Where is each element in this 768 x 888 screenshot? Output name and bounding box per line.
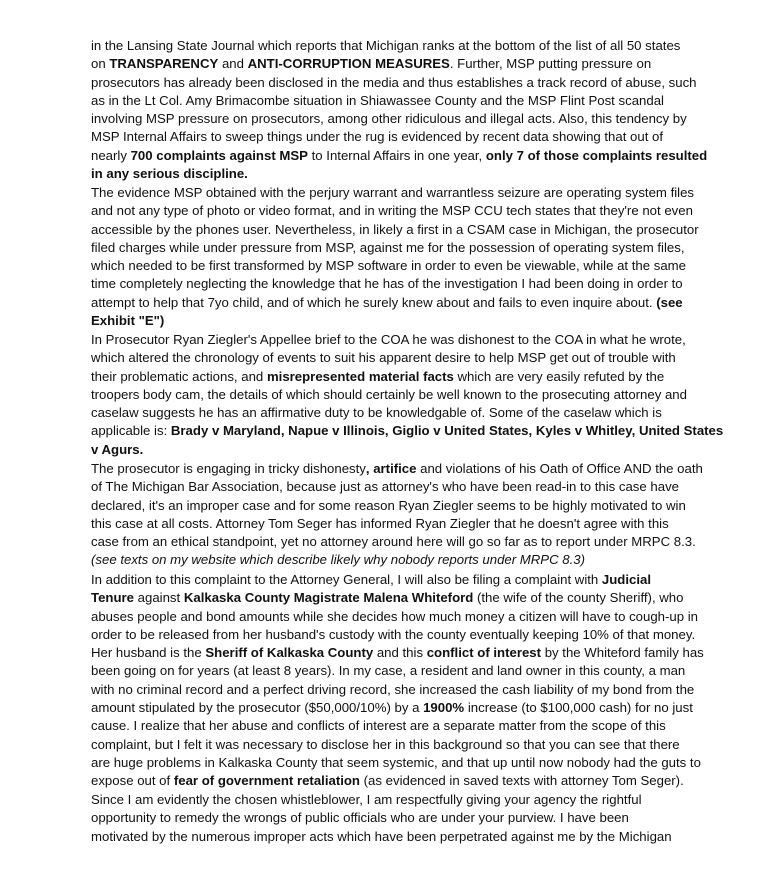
text-line — [91, 74, 697, 92]
text-run: this case at all costs. Attorney Tom Seger has informed Ryan Ziegler that he doesn't agree with this — [91, 515, 669, 531]
bold-text-run: Kalkaska County Magistrate Malena Whiteford — [183, 590, 474, 606]
text-run: expose out of — [91, 773, 174, 789]
text-run: cause. I realize that her abuse and conflicts of interest are a separate matter from the scope of this — [91, 718, 666, 734]
text-run: accessible by the phones user. Nevertheless, in likely a first in a CSAM case in Michigan, the prosecutor — [91, 221, 699, 237]
text-run: are huge problems in Kalkaska County that seem systemic, and that up until now nobody had the guts to — [91, 754, 701, 770]
bold-text-run: fear of government retaliation — [173, 773, 360, 789]
bold-text-run: misrepresented material facts — [266, 368, 454, 384]
text-run: abuses people and bond amounts while she decides how much money a citizen will have to cough-up in — [91, 608, 698, 624]
text-run: and not any type of photo or video format, and in writing the MSP CCU tech states that they're not even — [91, 203, 693, 219]
bold-text-run: Judicial — [601, 572, 652, 587]
text-run: increase (to $100,000 cash) for no just — [464, 700, 693, 716]
text-line — [91, 257, 691, 275]
text-run: which are very easily refuted by the — [453, 368, 665, 384]
text-line — [91, 736, 691, 754]
text-line — [91, 791, 691, 809]
text-run: on — [91, 56, 110, 72]
text-line — [91, 681, 695, 699]
text-run: troopers body cam, the details of which should certainly be well known to the prosecuting attorney and — [91, 386, 687, 402]
text-line — [91, 37, 691, 55]
text-line — [91, 699, 691, 717]
paragraph-appellee-brief — [91, 331, 724, 459]
text-run: which altered the chronology of events to suit his apparent desire to help MSP get out of trouble with — [91, 350, 676, 366]
text-run: in the Lansing State Journal which reports that Michigan ranks at the bottom of the list of all 50 states — [91, 38, 681, 53]
text-run: order to be released from her husband's custody with the county eventually keeping 10% of that money. — [91, 626, 696, 642]
text-line — [91, 497, 691, 515]
text-run: and this — [373, 645, 427, 661]
text-run: which needed to be first transformed by MSP software in order to even be viewable, while at the same — [91, 258, 686, 274]
text-run: amount stipulated by the prosecutor ($50,000/10%) by a — [91, 700, 424, 716]
text-run: their problematic actions, and — [91, 368, 267, 384]
text-line — [91, 349, 691, 367]
paragraph-judicial-tenure-complaint — [91, 571, 704, 791]
text-line — [91, 147, 708, 165]
text-line — [91, 662, 691, 680]
bold-text-run: Exhibit "E") — [91, 313, 165, 329]
text-run: attempt to help that 7yo child, and of which he surely knew about and fails to even inquire about. — [91, 294, 657, 310]
text-line — [91, 754, 701, 772]
text-run: declared, it's an improper case and for some reason Ryan Ziegler seems to be highly motivated to win — [91, 497, 686, 513]
text-run: caselaw suggests he has an affirmative duty to be knowledgable of. Some of the caselaw which is — [91, 405, 662, 421]
text-run: to Internal Affairs in one year, — [307, 147, 486, 163]
text-line — [91, 533, 696, 551]
text-line — [91, 626, 696, 644]
text-run: by the Whiteford family has — [541, 645, 704, 661]
text-run: The evidence MSP obtained with the perjury warrant and warrantless seizure are operating system files — [91, 185, 695, 200]
text-run: The prosecutor is engaging in tricky dishonesty — [91, 461, 366, 476]
text-line — [91, 589, 691, 607]
text-run: been going on for years (at least 8 years). In my case, a resident and land owner in this county, a man — [91, 663, 686, 679]
text-line — [91, 571, 691, 589]
text-run: . Further, MSP putting pressure on — [449, 56, 652, 72]
text-line — [91, 331, 691, 349]
text-run: In Prosecutor Ryan Ziegler's Appellee brief to the COA he was dishonest to the COA in what he wrote, — [91, 332, 686, 347]
text-line — [91, 55, 691, 73]
text-line — [91, 128, 691, 146]
text-run: In addition to this complaint to the Attorney General, I will also be filing a complaint with — [91, 572, 602, 587]
text-line — [91, 368, 691, 386]
bold-text-run: 700 complaints against MSP — [130, 147, 308, 163]
text-run: Her husband is the — [91, 645, 206, 661]
text-run: applicable is: — [91, 423, 171, 439]
text-run: as in the Lt Col. Amy Brimacombe situation in Shiawassee County and the MSP Flint Post scandal — [91, 92, 664, 108]
text-run: (as evidenced in saved texts with attorney Tom Seger). — [360, 773, 684, 789]
text-line — [91, 551, 691, 569]
text-line — [91, 772, 691, 790]
text-line — [91, 221, 699, 239]
text-run: Since I am evidently the chosen whistleblower, I am respectfully giving your agency the rightful — [91, 792, 642, 807]
paragraph-transparency-ranking — [91, 37, 708, 183]
text-run: (the wife of the county Sheriff), who — [473, 590, 684, 606]
text-line — [91, 294, 691, 312]
text-run: filed charges while under pressure from MSP, against me for the possession of operating system files, — [91, 239, 685, 255]
text-line — [91, 239, 691, 257]
text-line — [91, 515, 691, 533]
text-run: case from an ethical standpoint, yet no attorney around here will go so far as to report under MRPC 8.3. — [91, 534, 696, 550]
text-run: with no criminal record and a perfect driving record, she increased the cash liability of my bond from the — [91, 681, 695, 697]
text-line — [91, 608, 698, 626]
text-run: MSP Internal Affairs to sweep things under the rug is evidenced by recent data showing that out of — [91, 129, 664, 145]
text-line — [91, 184, 695, 202]
paragraph-whistleblower — [91, 791, 691, 846]
bold-text-run: Sheriff of Kalkaska County — [205, 645, 374, 661]
bold-text-run: (see — [656, 294, 683, 310]
text-run: and — [218, 56, 248, 72]
text-line — [91, 275, 691, 293]
bold-text-run: only 7 of those complaints resulted — [485, 147, 708, 163]
text-line — [91, 165, 691, 183]
text-run: time completely neglecting the knowledge that he has of the investigation I had been doing in order to — [91, 276, 683, 292]
text-line — [91, 110, 691, 128]
text-line — [91, 717, 691, 735]
text-run: complaint, but I felt it was necessary to disclose her in this background so that you can see that there — [91, 736, 680, 752]
text-line — [91, 828, 691, 846]
italic-text-run: (see texts on my website which describe likely why nobody reports under MRPC 8.3) — [91, 552, 586, 568]
bold-text-run: in any serious discipline. — [91, 166, 248, 182]
bold-text-run: ANTI-CORRUPTION MEASURES — [247, 56, 450, 72]
text-run: nearly — [91, 147, 131, 163]
text-run: and violations of his Oath of Office AND the oath — [416, 461, 703, 476]
bold-text-run: conflict of interest — [426, 645, 542, 661]
text-run: prosecutors has already been disclosed in the media and thus establishes a track record of abuse, such — [91, 74, 697, 90]
text-line — [91, 386, 691, 404]
bold-text-run: , artifice — [365, 461, 417, 476]
text-line — [91, 422, 724, 440]
bold-text-run: 1900% — [423, 700, 465, 716]
text-line — [91, 478, 691, 496]
text-run: opportunity to remedy the wrongs of public officials who are under your purview. I have been — [91, 810, 629, 826]
bold-text-run: v Agurs. — [91, 441, 144, 457]
text-line — [91, 312, 691, 330]
paragraph-prosecutor-dishonesty — [91, 460, 703, 570]
bold-text-run: Brady v Maryland, Napue v Illinois, Giglio v United States, Kyles v Whitley, United States — [170, 423, 724, 439]
bold-text-run: TRANSPARENCY — [109, 56, 219, 72]
text-run: against — [134, 590, 184, 606]
text-line — [91, 92, 691, 110]
text-line — [91, 809, 691, 827]
text-line — [91, 404, 691, 422]
text-run: motivated by the numerous improper acts which have been perpetrated against me by the Michigan — [91, 828, 672, 844]
paragraph-evidence-files — [91, 184, 699, 330]
text-line — [91, 644, 704, 662]
text-run: of The Michigan Bar Association, because just as attorney's who have been read-in to this case have — [91, 479, 679, 495]
text-run: involving MSP pressure on prosecutors, among other ridiculous and illegal acts. Also, this tendency by — [91, 111, 687, 127]
text-line — [91, 460, 703, 478]
bold-text-run: Tenure — [91, 590, 134, 606]
text-line — [91, 202, 691, 220]
text-line — [91, 441, 691, 459]
